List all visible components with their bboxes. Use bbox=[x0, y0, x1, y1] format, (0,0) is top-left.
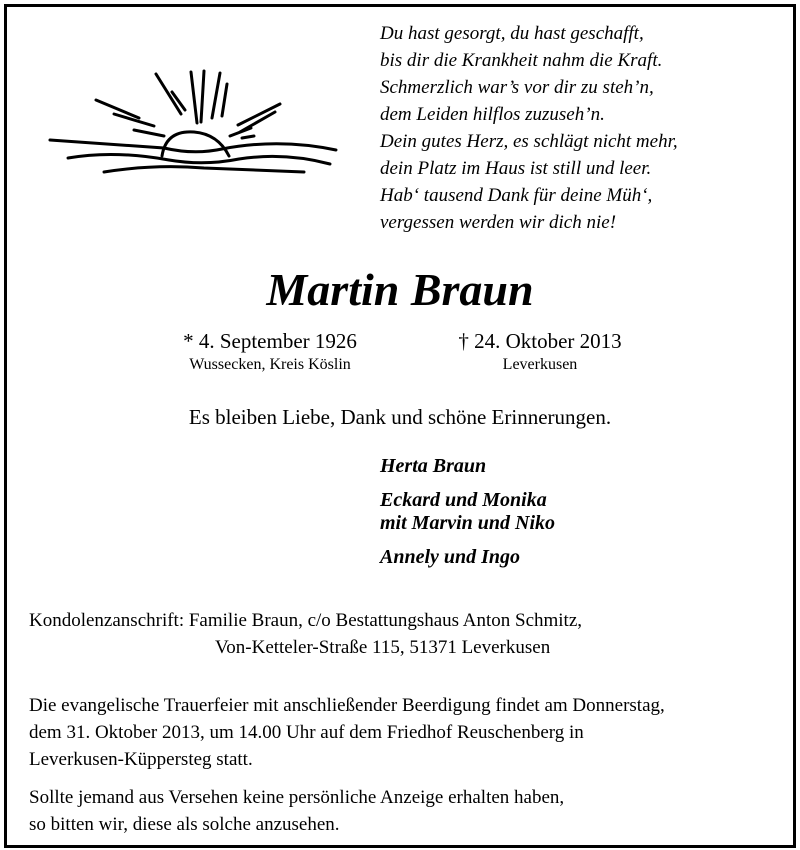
funeral-line: dem 31. Oktober 2013, um 14.00 Uhr auf dem Friedhof Reuschenberg in bbox=[29, 722, 584, 743]
birth-date: * 4. September 1926 bbox=[183, 329, 357, 353]
closing-note bbox=[29, 784, 789, 838]
note-line: Sollte jemand aus Versehen keine persönliche Anzeige erhalten haben, bbox=[29, 787, 565, 808]
poem-line: Hab‘ tausend Dank für deine Müh‘, bbox=[380, 185, 653, 206]
poem-line: Du hast gesorgt, du hast geschafft, bbox=[380, 23, 644, 44]
mourners-list bbox=[380, 455, 780, 580]
note-line: so bitten wir, diese als solche anzusehen. bbox=[29, 814, 340, 835]
condolence-address bbox=[29, 607, 789, 661]
poem-line: Dein gutes Herz, es schlägt nicht mehr, bbox=[380, 131, 678, 152]
birth-place: Wussecken, Kreis Köslin bbox=[189, 356, 351, 373]
poem-line: Schmerzlich war’s vor dir zu steh’n, bbox=[380, 77, 654, 98]
mourner-eckard: Eckard und Monika bbox=[380, 489, 547, 511]
poem-line: vergessen werden wir dich nie! bbox=[380, 212, 617, 233]
mourner-herta: Herta Braun bbox=[380, 455, 487, 477]
poem bbox=[380, 20, 780, 236]
death-date: † 24. Oktober 2013 bbox=[458, 329, 622, 353]
mourner-annely: Annely und Ingo bbox=[380, 546, 521, 568]
poem-line: bis dir die Krankheit nahm die Kraft. bbox=[380, 50, 663, 71]
condolence-line: Kondolenzanschrift: Familie Braun, c/o Bestattungshaus Anton Schmitz, bbox=[29, 610, 583, 631]
birth-block bbox=[120, 328, 420, 376]
poem-line: dein Platz im Haus ist still und leer. bbox=[380, 158, 652, 179]
funeral-notice bbox=[29, 692, 789, 773]
funeral-line: Leverkusen-Küppersteg statt. bbox=[29, 749, 253, 770]
mourner-eckard-group bbox=[380, 489, 780, 535]
deceased-name: Martin Braun bbox=[266, 264, 534, 315]
motto: Es bleiben Liebe, Dank und schöne Erinnerungen. bbox=[188, 405, 612, 429]
death-block bbox=[390, 328, 690, 376]
sunset-icon bbox=[44, 60, 344, 200]
condolence-street: Von-Ketteler-Straße 115, 51371 Leverkusen bbox=[215, 637, 551, 658]
death-place: Leverkusen bbox=[502, 356, 578, 373]
mourner-eckard-children: mit Marvin und Niko bbox=[380, 512, 556, 534]
poem-line: dem Leiden hilflos zuzuseh’n. bbox=[380, 104, 605, 125]
funeral-line: Die evangelische Trauerfeier mit anschließender Beerdigung findet am Donnerstag, bbox=[29, 695, 665, 716]
